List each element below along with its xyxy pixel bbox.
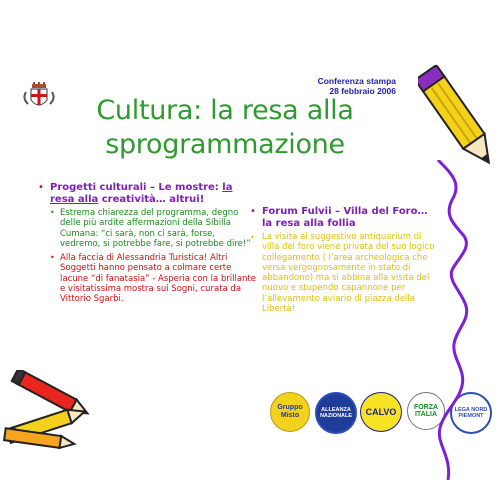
main-bullet-underlined: la resa alla xyxy=(50,182,233,205)
calvo-logo: CALVO xyxy=(360,392,402,432)
forza-italia-logo: FORZA ITALIA xyxy=(407,392,445,430)
sub-bullet-alessandria xyxy=(50,253,258,304)
pencils-icon xyxy=(0,370,96,460)
main-bullet-part2: creatività… altrui! xyxy=(98,193,205,205)
city-crest-icon xyxy=(22,82,56,112)
sub-bullet-text: Estrema chiarezza del programma, degno delle più ardite affermazioni della Sibilla Cumana: “ci sarà, non ci sarà, forse, vedremo, si potrebbe fare, si potrebbe dire!” xyxy=(60,208,251,249)
gruppo-misto-logo: Gruppo Misto xyxy=(270,392,310,432)
main-bullet-forum xyxy=(250,206,435,229)
bullet-dot: • xyxy=(50,208,55,217)
sub-bullet-text: La visita al suggestivo antiquarium di villa del foro viene privata del suo logico collegamento ( l’area archeologica che versa vergognosamente in stato di abbandono) ma si abbina alla visita del nuovo e stupendo capannone per l’allevamento aviario di piazza della Libertà! xyxy=(262,232,435,315)
slide-title xyxy=(60,94,390,162)
bullet-dot: • xyxy=(50,253,55,263)
main-bullet-part1: Progetti culturali – Le mostre: xyxy=(50,182,223,193)
sub-bullet-text: Alla faccia di Alessandria Turistica! Altri Soggetti hanno pensato a colmare certe lacune “di fanatasia” - Asperia con la brillante e visitatissima mostra sui Sogni, curata da Vittorio Sgarbi. xyxy=(60,253,257,305)
main-bullet-text xyxy=(50,182,258,205)
bullet-dot: • xyxy=(250,206,256,217)
title-line-1: Cultura: la resa alla xyxy=(96,95,354,126)
conference-date: 28 febbraio 2006 xyxy=(329,86,396,96)
sub-bullet-villa xyxy=(250,232,435,314)
sub-bullet-sibilla xyxy=(50,208,258,249)
conference-stamp xyxy=(318,76,396,96)
sub-bullet-list xyxy=(38,208,258,305)
main-bullet-text: Forum Fulvii – Villa del Foro… la resa alla follia xyxy=(262,206,428,229)
alleanza-nazionale-logo: ALLEANZA NAZIONALE xyxy=(315,392,357,434)
title-line-2: sprogrammazione xyxy=(105,129,345,160)
lega-nord-logo: LEGA NORD PIEMONT xyxy=(450,392,492,434)
bullet-dot: • xyxy=(38,182,44,193)
squiggle-line-icon xyxy=(418,160,480,480)
main-bullet-projects xyxy=(38,182,258,205)
right-column xyxy=(250,206,435,314)
left-column xyxy=(38,182,258,309)
bullet-dot: • xyxy=(250,233,255,242)
conference-label: Conferenza stampa xyxy=(317,76,396,86)
